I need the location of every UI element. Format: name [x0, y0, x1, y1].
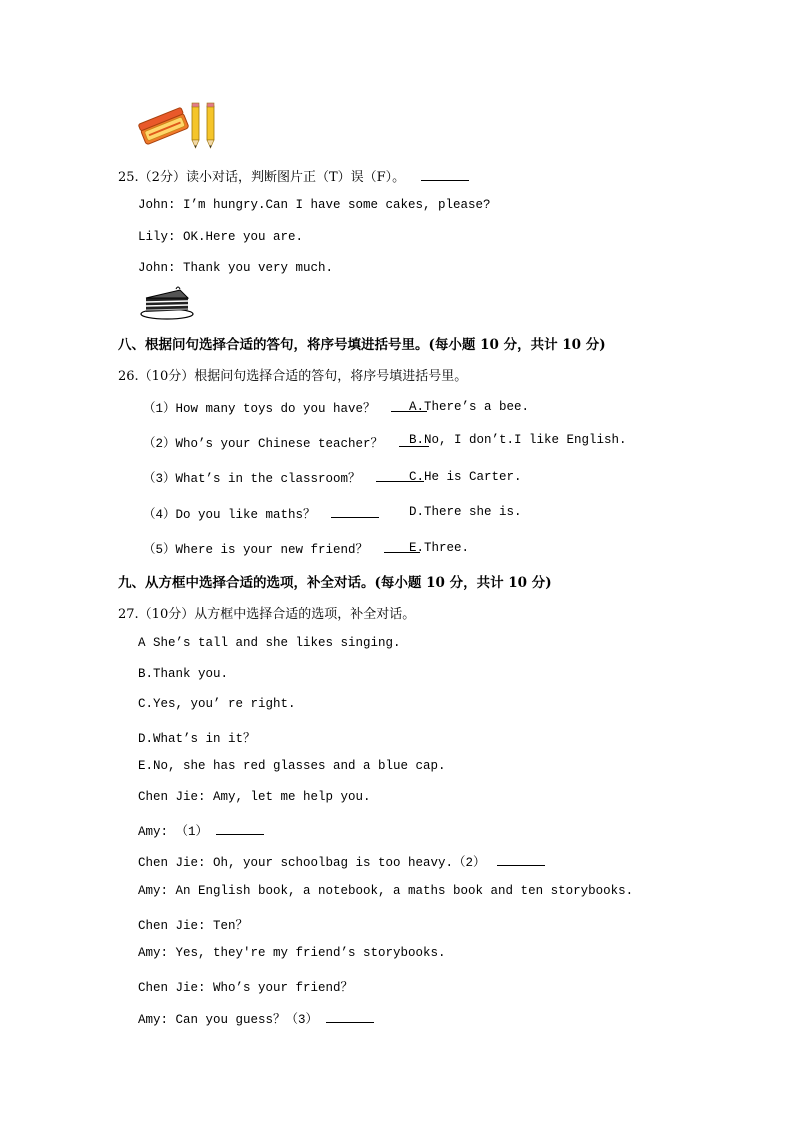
q26-answer-b: B.No, I don’t.I like English.: [409, 433, 627, 447]
section8-heading: 八、根据问句选择合适的答句，将序号填进括号里。(每小题 10 分，共计 10 分): [118, 337, 606, 353]
q26-answer-c: C.He is Carter.: [409, 470, 522, 484]
dialogue-line-4: Amy: An English book, a notebook, a maths book and ten storybooks.: [138, 884, 634, 898]
dialogue-line-8-row: [138, 1009, 374, 1027]
section9-heading: 九、从方框中选择合适的选项，补全对话。(每小题 10 分，共计 10 分): [118, 575, 552, 591]
dialogue-blank-1[interactable]: [216, 823, 264, 835]
q26-question-1-row: [143, 398, 427, 416]
q27-option-b: B.Thank you.: [138, 667, 229, 681]
dialogue-line-2: Amy: （1）: [138, 825, 209, 839]
dialogue-line-8: Amy: Can you guess？（3）: [138, 1013, 319, 1027]
dialogue-line-6: Amy: Yes, they're my friend’s storybooks.: [138, 946, 446, 960]
q26-question-4-row: [143, 504, 379, 522]
dialogue-line-3-row: [138, 852, 545, 870]
q25-answer-blank[interactable]: [421, 169, 469, 181]
q26-question-4: （4）Do you like maths？: [143, 508, 316, 522]
dialogue-line-3: Chen Jie: Oh, your schoolbag is too heavy.（2）: [138, 856, 486, 870]
cake-slice-image: [140, 284, 194, 320]
q25-stem: 25.（2分）读小对话，判断图片正（T）误（F）。: [118, 170, 406, 185]
dialogue-line-2-row: [138, 821, 264, 839]
q26-question-1: （1）How many toys do you have？: [143, 402, 376, 416]
q25-line-1: John: I’m hungry.Can I have some cakes, please?: [138, 198, 491, 212]
dialogue-line-5: Chen Jie: Ten？: [138, 919, 249, 933]
dialogue-line-1: Chen Jie: Amy, let me help you.: [138, 790, 371, 804]
q26-answer-d: D.There she is.: [409, 505, 522, 519]
q26-question-5: （5）Where is your new friend？: [143, 543, 369, 557]
q27-option-a: A She’s tall and she likes singing.: [138, 636, 401, 650]
q27-stem: 27.（10分）从方框中选择合适的选项，补全对话。: [118, 607, 416, 622]
pencil-case-and-pencils-image: [138, 100, 224, 150]
q26-question-2-row: [143, 433, 429, 451]
q25-line-2: Lily: OK.Here you are.: [138, 230, 304, 244]
dialogue-blank-2[interactable]: [497, 854, 545, 866]
dialogue-line-7: Chen Jie: Who’s your friend？: [138, 981, 354, 995]
q26-question-3-row: [143, 468, 424, 486]
q26-answer-a: A.There’s a bee.: [409, 400, 530, 414]
q27-option-e: E.No, she has red glasses and a blue cap.: [138, 759, 446, 773]
q26-stem: 26.（10分）根据问句选择合适的答句，将序号填进括号里。: [118, 369, 468, 384]
q27-option-c: C.Yes, you’ re right.: [138, 697, 296, 711]
dialogue-blank-3[interactable]: [326, 1011, 374, 1023]
q26-question-5-row: [143, 539, 420, 557]
q25-stem-row: [118, 166, 469, 185]
q25-line-3: John: Thank you very much.: [138, 261, 334, 275]
q27-option-d: D.What’s in it？: [138, 732, 256, 746]
q26-answer-e: E.Three.: [409, 541, 470, 555]
q26-question-2: （2）Who’s your Chinese teacher？: [143, 437, 384, 451]
q26-blank-4[interactable]: [331, 506, 379, 518]
q26-question-3: （3）What’s in the classroom？: [143, 472, 361, 486]
